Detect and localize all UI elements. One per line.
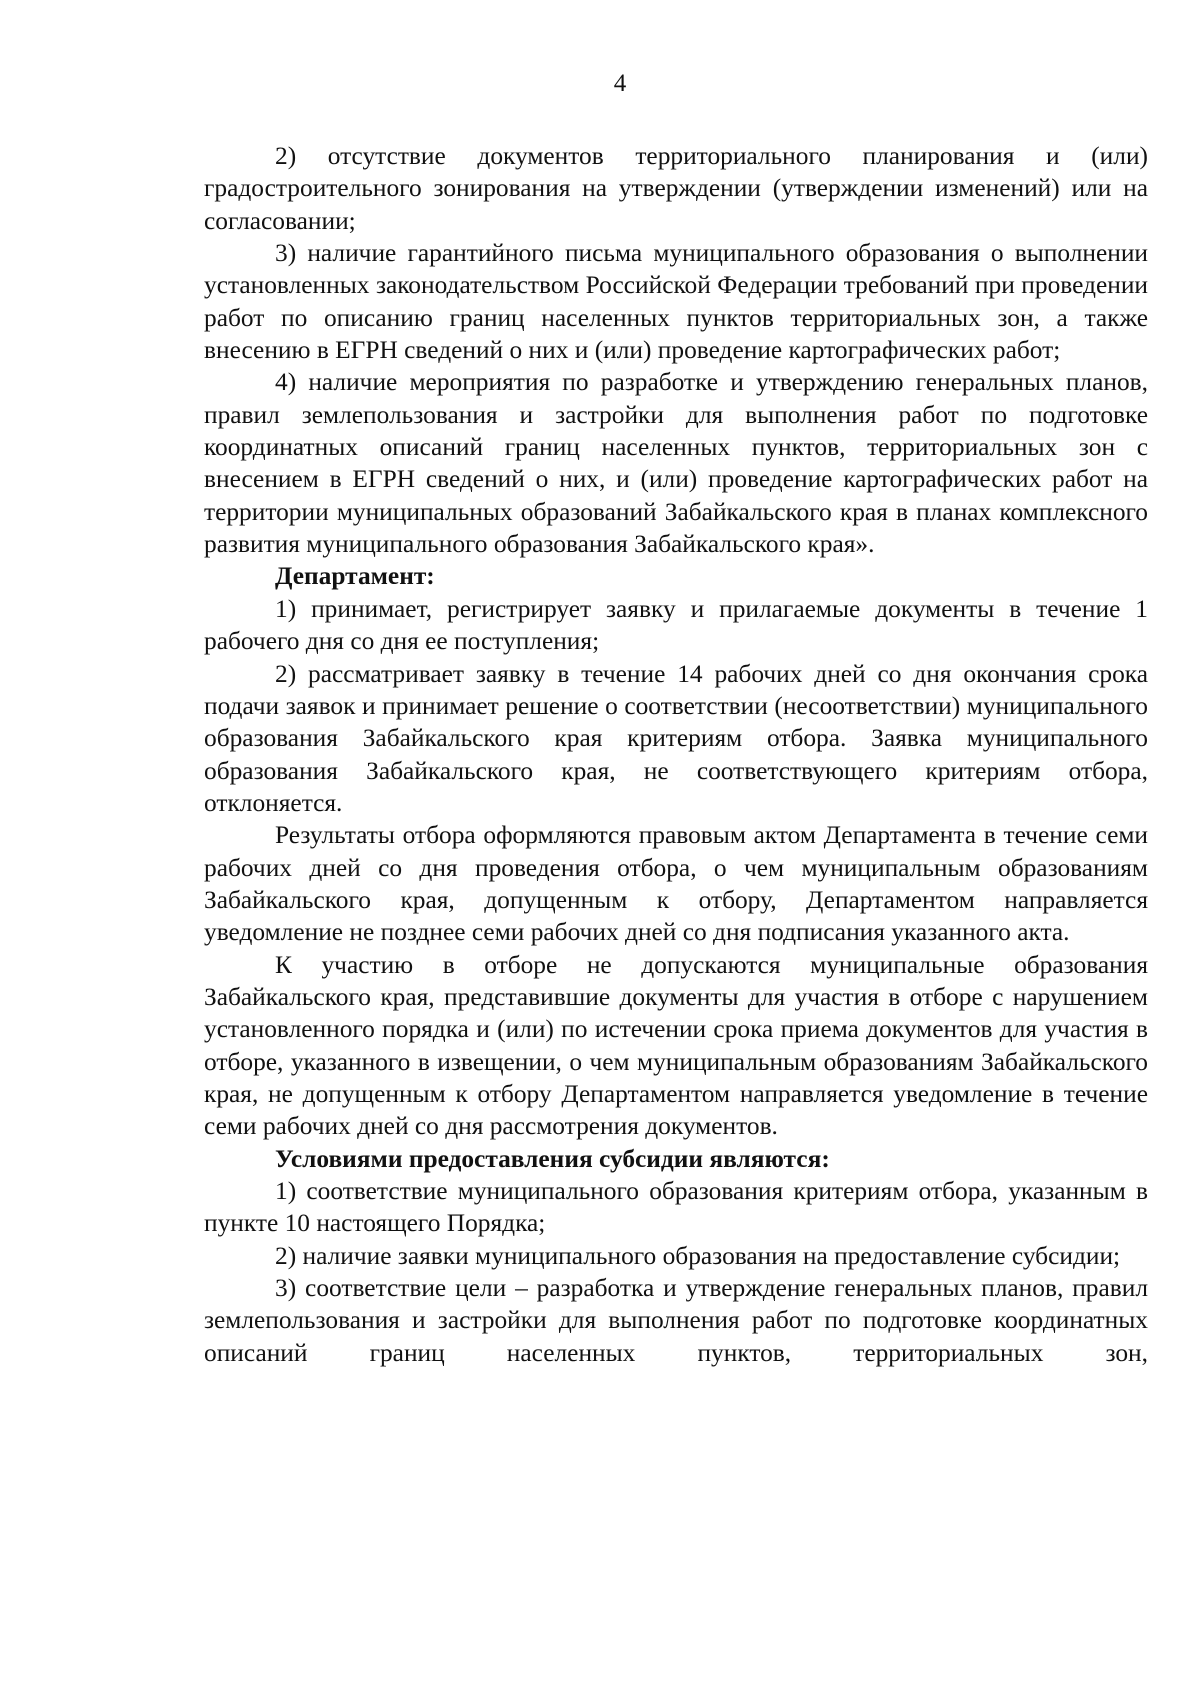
paragraph-department-2: 2) рассматривает заявку в течение 14 рабочих дней со дня окончания срока подачи заявок и принимает решение о соответствии (несоответствии) муниципального образования Забайкальского края критериям отбора. Заявка муниципального образования Забайкальского края, не соответствующего критериям отбора, отклоняется. — [204, 659, 1148, 817]
paragraph-condition-1: 1) соответствие муниципального образования критериям отбора, указанным в пункте 10 настоящего Порядка; — [204, 1177, 1148, 1238]
paragraph-condition-2: 2) наличие заявки муниципального образования на предоставление субсидии; — [275, 1241, 1121, 1270]
document-body — [204, 140, 1148, 1369]
paragraph-item-4-planned-measures: 4) наличие мероприятия по разработке и утверждению генеральных планов, правил землепользования и застройки для выполнения работ по подготовке координатных описаний границ населенных пунктов, территориальных зон с внесением в ЕГРН сведений о них, и (или) проведение картографических работ на территории муниципальных образований Забайкальского края в планах комплексного развития муниципального образования Забайкальского края». — [204, 368, 1148, 559]
paragraph-non-admission: К участию в отборе не допускаются муниципальные образования Забайкальского края, представившие документы для участия в отборе с нарушением установленного порядка и (или) по истечении срока приема документов для участия в отборе, указанного в извещении, о чем муниципальным образованиям Забайкальского края, не допущенным к отбору Департаментом направляется уведомление в течение семи рабочих дней со дня рассмотрения документов. — [204, 950, 1148, 1141]
paragraph-item-2-absence-of-documents: 2) отсутствие документов территориального планирования и (или) градостроительного зонирования на утверждении (утверждении изменений) или на согласовании; — [204, 142, 1148, 235]
paragraph-selection-results: Результаты отбора оформляются правовым актом Департамента в течение семи рабочих дней со дня проведения отбора, о чем муниципальным образованиям Забайкальского края, допущенным к отбору, Департаментом направляется уведомление не позднее семи рабочих дней со дня подписания указанного акта. — [204, 821, 1148, 947]
paragraph-department-1: 1) принимает, регистрирует заявку и прилагаемые документы в течение 1 рабочего дня со дня ее поступления; — [204, 594, 1148, 656]
paragraph-item-3-guarantee-letter: 3) наличие гарантийного письма муниципального образования о выполнении установленных законодательством Российской Федерации требований при проведении работ по описанию границ населенных пунктов территориальных зон, а также внесению в ЕГРН сведений о них и (или) проведение картографических работ; — [204, 239, 1148, 365]
department-heading: Департамент: — [275, 562, 435, 591]
subsidy-conditions-heading: Условиями предоставления субсидии являются: — [275, 1144, 830, 1173]
paragraph-condition-3: 3) соответствие цели – разработка и утверждение генеральных планов, правил землепользования и застройки для выполнения работ по подготовке координатных описаний границ населенных пунктов, территориальных зон, — [204, 1274, 1148, 1367]
page-number: 4 — [613, 70, 627, 97]
